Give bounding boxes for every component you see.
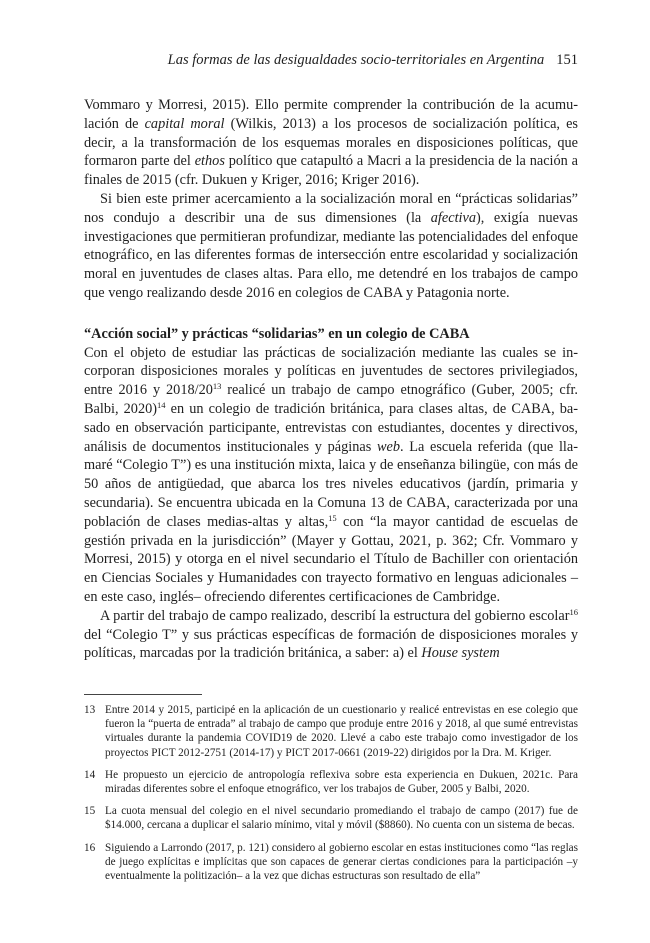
footnote (84, 804, 578, 832)
italic-term: capital moral (144, 115, 225, 132)
text-run: en un colegio de tradición británica, para clases altas, de CABA, basado en observación participante, entrevistas con estudiantes, docentes y directivos, análisis de documentos institucionales y páginas (84, 400, 579, 455)
paragraph (84, 607, 578, 663)
text-run: político que catapultó a Macri a la presidencia de la nación a finales de 2015 (cfr. Dukuen y Kriger, 2016; Kriger 2016). (84, 153, 578, 189)
running-title: Las formas de las desigualdades socio-territoriales en Argentina (167, 52, 545, 68)
text-run: Si bien este primer acercamiento a la socialización moral en “prácticas solidarias” nos condujo a describir una de sus dimensiones (la (84, 190, 578, 226)
text-run: (Wilkis, 2013) a los procesos de socialización política, es decir, a la transformación de los esquemas morales en disposiciones políticas, que formaron parte del (84, 115, 578, 170)
text-run: . La escuela referida (que llamaré “Colegio T”) es una institución mixta, laica y de enseñanza bilingüe, con más de 50 años de antigüedad, que abarca los tres niveles educativos (jardín, primaria y secundaria). Se encuentra ubicada en la Comuna 13 de CABA, caracterizada por una población de clases medias-altas y altas, (84, 438, 578, 530)
footnote (84, 841, 578, 884)
text-run: con “la mayor cantidad de escuelas de gestión privada en la jurisdicción” (Mayer y Gottau, 2021, p. 362; Cfr. Vommaro y Morresi, 2015) y otorga en el nivel secundario el Título de Bachiller con orientación en Ciencias Sociales y Humanidades con trayecto formativo en lenguas adicionales –en este caso, inglés– ofreciendo diferentes certificaciones de Cambridge. (84, 513, 578, 605)
main-text (84, 96, 578, 663)
footnote-ref-13[interactable]: 13 (212, 381, 222, 392)
paragraph-continued (84, 96, 578, 190)
footnote-ref-15[interactable]: 15 (328, 512, 337, 523)
text-run: ), exigía nuevas investigaciones que permitieran profundizar, mediante las potencialidades del enfoque etnográfico, en las diferentes formas de intersección entre escolaridad y socialización moral en juventudes de clases altas. Para ello, me detendré en los trabajos de campo que vengo realizando desde 2016 en colegios de CABA y Patagonia norte. (84, 209, 578, 301)
text-run: realicé un trabajo de campo etnográfico (Guber, 2005; cfr. Balbi, 2020) (84, 382, 578, 417)
italic-term: afectiva (430, 209, 477, 226)
text-run: del “Colegio T” y sus prácticas específicas de formación de disposiciones morales y políticas, marcadas por la tradición británica, a saber: a) el (84, 626, 578, 662)
italic-term: ethos (194, 153, 225, 170)
footnote-ref-14[interactable]: 14 (157, 399, 166, 410)
footnotes (84, 703, 578, 891)
italic-term: web (376, 438, 400, 455)
footnote (84, 768, 578, 796)
footnote-text: Siguiendo a Larrondo (2017, p. 121) considero al gobierno escolar en estas instituciones como “las reglas de juego explícitas e implícitas que son capaces de generar ciertas condiciones para la participación –y eventualmente la politización– a la vez que dichas estructuras son resultado de ella” (105, 841, 578, 883)
footnote-number: 15 (84, 805, 96, 818)
footnote-text: He propuesto un ejercicio de antropología reflexiva sobre esta experiencia en Dukuen, 2021c. Para miradas diferentes sobre el enfoque etnográfico, ver los trabajos de Guber, 2005 y Balbi, 2020. (105, 768, 578, 796)
footnote-text: La cuota mensual del colegio en el nivel secundario promediando el trabajo de campo (2017) fue de $14.000, cercana a duplicar el salario mínimo, vital y móvil ($8860). No cuenta con un sistema de becas. (105, 805, 578, 832)
page-number: 151 (556, 52, 578, 68)
footnote-number: 14 (84, 768, 96, 781)
paragraph (84, 190, 578, 303)
text-run: Con el objeto de estudiar las prácticas de socialización mediante las cuales se incorporan disposiciones morales y políticas en juventudes de sectores privilegiados, entre 2016 y 2018/20 (84, 344, 578, 399)
footnote-number: 16 (84, 841, 96, 854)
footnote-text: Entre 2014 y 2015, participé en la aplicación de un cuestionario y realicé entrevistas en ese colegio que fueron la “puerta de entrada” al trabajo de campo que produje entre 2016 y 2018, al que sumé entrevistas virtuales durante la pandemia COVID19 de 2020. Llevé a cabo este trabajo como investigador de los proyectos PICT 2012-2751 (2014-17) y PICT 2017-0661 (2019-22) dirigidos por la Dra. M. Kriger. (105, 704, 578, 759)
text-run: A partir del trabajo de campo realizado, describí la estructura del gobierno escolar (100, 607, 570, 624)
running-header (150, 52, 578, 69)
section-heading: “Acción social” y prácticas “solidarias” en un colegio de CABA (84, 325, 470, 342)
footnote-number: 13 (84, 704, 96, 716)
footnote-divider (84, 694, 202, 695)
footnote (84, 703, 578, 760)
text-run: Vommaro y Morresi, 2015). Ello permite comprender la contribución de la acumulación de (84, 97, 578, 132)
italic-term: House system (421, 645, 500, 662)
paragraph (84, 344, 578, 607)
footnote-ref-16[interactable]: 16 (569, 606, 578, 617)
